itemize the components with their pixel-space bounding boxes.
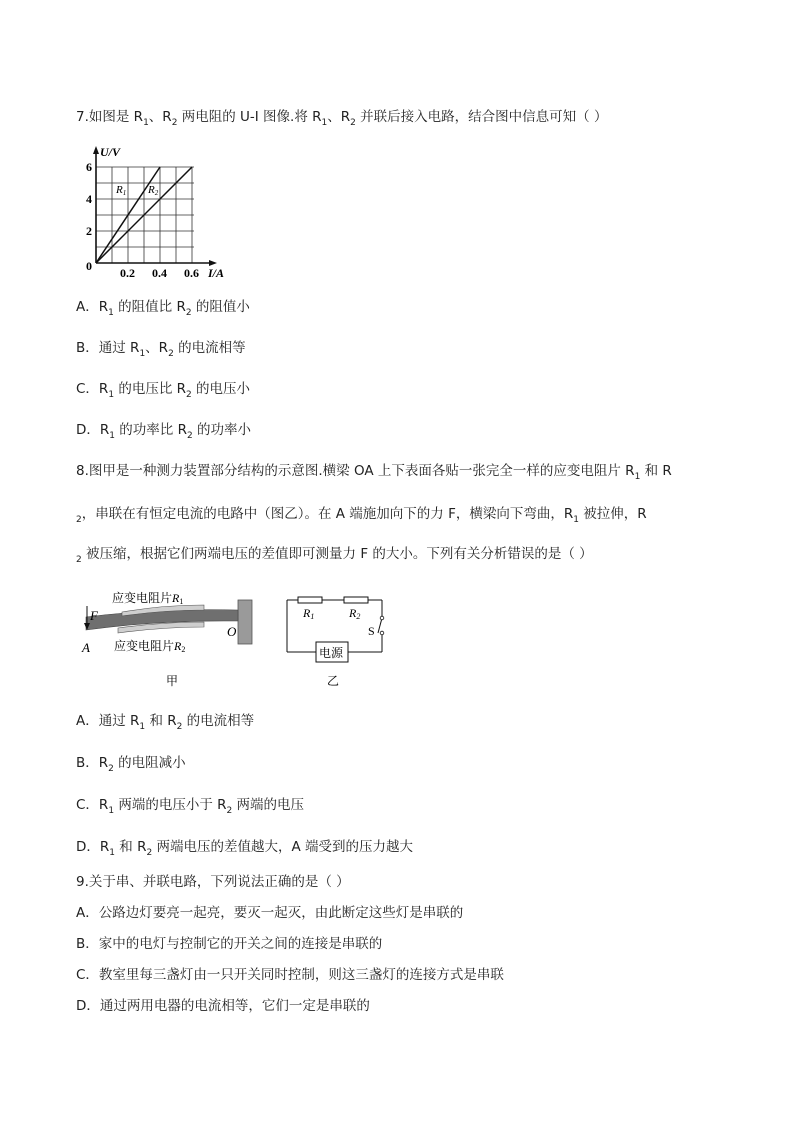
resistor-r1 bbox=[298, 597, 322, 603]
x-tick: 0.6 bbox=[184, 266, 199, 280]
q8-option-a[interactable]: A．通过 $R_1$ 和 $R_2$ 的电流相等 bbox=[76, 713, 255, 732]
q9-option-b[interactable]: B．家中的电灯与控制它的开关之间的连接是串联的 bbox=[76, 936, 383, 952]
caption-jia: 甲 bbox=[166, 674, 179, 688]
x-tick: 0.4 bbox=[152, 266, 167, 280]
top-gauge-label: 应变电阻片R1 bbox=[112, 591, 184, 606]
resistor-r2 bbox=[344, 597, 368, 603]
q7-option-b[interactable]: B．通过 $R_1$、$R_2$ 的电流相等 bbox=[76, 340, 246, 359]
figure-jia bbox=[78, 588, 278, 688]
q8-stem-line3: $_2$ 被压缩，根据它们两端电压的差值即可测量力 F 的大小。下列有关分析错误的是（ ） bbox=[76, 546, 593, 565]
r2-line-label: R2 bbox=[148, 184, 159, 197]
q7-stem: 7.如图是 $R_1$、$R_2$ 两电阻的 U-I 图像.将 $R_1$、$R_2$ 并联后接入电路，结合图中信息可知（ ） bbox=[76, 109, 608, 128]
q7-option-c[interactable]: C．$R_1$ 的电压比 $R_2$ 的电压小 bbox=[76, 381, 251, 400]
a-label: A bbox=[82, 640, 90, 655]
switch-label: S bbox=[368, 624, 375, 638]
y-axis-label: U/V bbox=[100, 145, 121, 159]
figure-yi bbox=[282, 588, 392, 688]
q9-stem: 9.关于串、并联电路，下列说法正确的是（ ） bbox=[76, 874, 350, 890]
q8-stem-line1: 8.图甲是一种测力装置部分结构的示意图.横梁 OA 上下表面各贴一张完全一样的应变电阻片 $R_1$ 和 R bbox=[76, 463, 672, 482]
wall bbox=[238, 600, 252, 644]
q9-option-a[interactable]: A．公路边灯要亮一起亮，要灭一起灭，由此断定这些灯是串联的 bbox=[76, 905, 464, 921]
origin-label: 0 bbox=[86, 259, 92, 273]
o-label: O bbox=[227, 624, 237, 639]
caption-yi: 乙 bbox=[327, 674, 340, 688]
x-tick: 0.2 bbox=[120, 266, 135, 280]
q8-option-d[interactable]: D．$R_1$ 和 $R_2$ 两端电压的差值越大，A 端受到的压力越大 bbox=[76, 839, 414, 858]
q8-option-c[interactable]: C．$R_1$ 两端的电压小于 $R_2$ 两端的电压 bbox=[76, 797, 305, 816]
q7-option-a[interactable]: A．$R_1$ 的阻值比 $R_2$ 的阻值小 bbox=[76, 299, 250, 318]
r1-label: R1 bbox=[303, 606, 315, 621]
ui-graph bbox=[86, 142, 236, 282]
bottom-gauge-label: 应变电阻片R2 bbox=[114, 639, 186, 654]
q8-stem-line2: $_2$，串联在有恒定电流的电路中（图乙）。在 A 端施加向下的力 F，横梁向下弯曲，$R_1$ 被拉伸，R bbox=[76, 506, 647, 525]
q9-option-d[interactable]: D．通过两用电器的电流相等，它们一定是串联的 bbox=[76, 998, 370, 1014]
q8-option-b[interactable]: B．$R_2$ 的电阻减小 bbox=[76, 755, 186, 774]
y-tick: 6 bbox=[86, 160, 92, 174]
q9-option-c[interactable]: C．教室里每三盏灯由一只开关同时控制，则这三盏灯的连接方式是串联 bbox=[76, 967, 504, 983]
r2-label: R2 bbox=[349, 606, 361, 621]
y-tick: 2 bbox=[86, 224, 92, 238]
q7-option-d[interactable]: D．$R_1$ 的功率比 $R_2$ 的功率小 bbox=[76, 422, 252, 441]
x-axis-label: I/A bbox=[208, 266, 225, 280]
y-tick: 4 bbox=[86, 192, 92, 206]
power-source-label: 电源 bbox=[319, 646, 344, 660]
force-label: F bbox=[90, 608, 98, 623]
r1-line-label: R1 bbox=[116, 184, 127, 197]
